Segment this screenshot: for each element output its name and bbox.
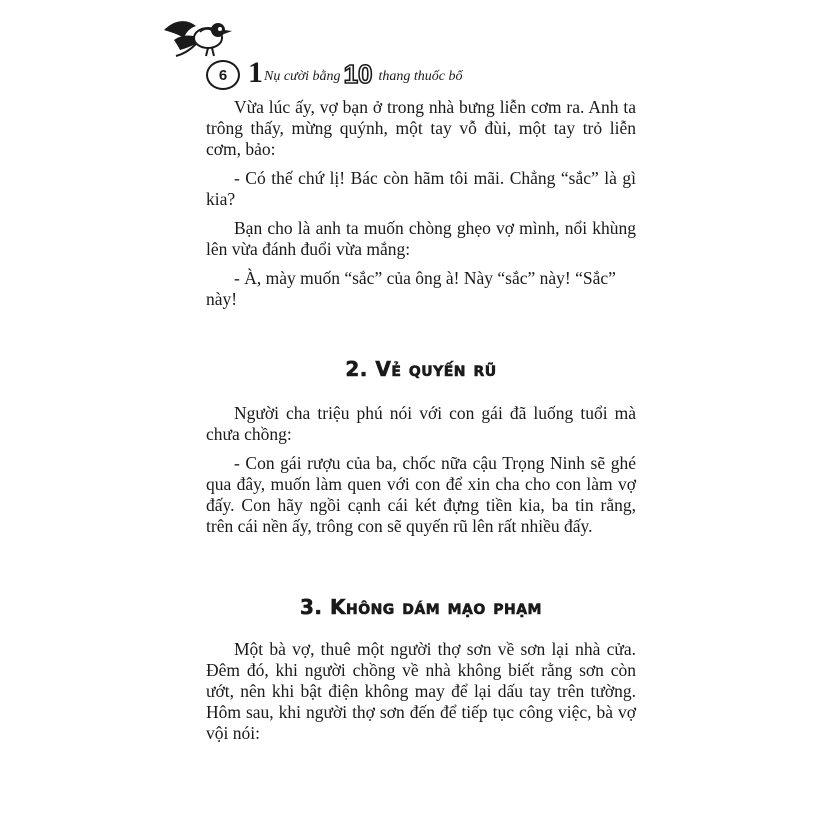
page-number: 6	[206, 60, 240, 90]
section-heading: 2. Vẻ quyến rũ	[345, 357, 497, 381]
running-title-text-1: Nụ cười bằng	[264, 69, 341, 84]
section-3-body	[206, 639, 636, 744]
paragraph: Người cha triệu phú nói với con gái đã luống tuổi mà chưa chồng:	[206, 403, 636, 444]
running-title-numeral-1: 1	[248, 56, 263, 89]
running-header	[160, 10, 540, 90]
running-title-numeral-10: 10	[343, 59, 373, 89]
paragraph: Một bà vợ, thuê một người thợ sơn về sơn lại nhà cửa. Đêm đó, khi người chồng về nhà không biết rằng sơn còn ướt, nên khi bật điện không may để lại dấu tay trên tường. Hôm sau, khi người thợ sơn đến để tiếp tục công việc, bà vợ vội nói:	[206, 639, 636, 743]
paragraph: Vừa lúc ấy, vợ bạn ở trong nhà bưng liễn cơm ra. Anh ta trông thấy, mừng quýnh, một tay vỗ đùi, một tay trỏ liễn cơm, bảo:	[206, 97, 636, 159]
paragraph: - À, mày muốn “sắc” của ông à! Này “sắc” này! “Sắc” này!	[206, 268, 616, 309]
paragraph: - Con gái rượu của ba, chốc nữa cậu Trọng Ninh sẽ ghé qua đây, muốn làm quen với con để xin cha cho con làm vợ đấy. Con hãy ngồi cạnh cái két đựng tiền kia, ba tin rằng, trên cái nền ấy, trông con sẽ quyến rũ lên rất nhiều đấy.	[206, 453, 636, 536]
section-1-body	[206, 97, 636, 310]
paragraph: Bạn cho là anh ta muốn chòng ghẹo vợ mình, nổi khùng lên vừa đánh đuổi vừa mắng:	[206, 218, 636, 259]
bird-icon	[160, 10, 250, 60]
running-title	[248, 58, 462, 88]
paragraph: - Có thế chứ lị! Bác còn hãm tôi mãi. Chẳng “sắc” là gì kia?	[206, 168, 636, 209]
section-heading: 3. Không dám mạo phạm	[300, 595, 542, 619]
running-title-text-2: thang thuốc bổ	[378, 69, 463, 84]
section-2-body	[206, 403, 636, 537]
